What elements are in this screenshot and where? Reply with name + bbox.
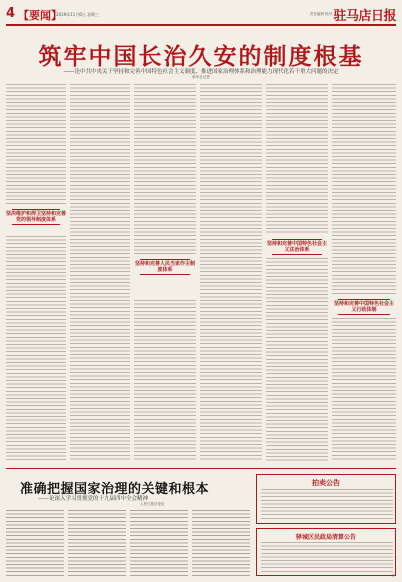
date-line: 2019年11月6日 星期三 [56,12,100,17]
main-column-6-bottom [332,318,396,461]
footer-page-number: 4 [391,573,394,578]
main-column-1-bottom [6,236,66,461]
second-column-3 [130,510,188,576]
subheading-2: 坚持和完善人民当家作主制度体系 [134,261,195,273]
auction-notice-title: 拍卖公告 [312,479,340,487]
subheading-3: 坚持和完善中国特色社会主义法治体系 [266,241,327,253]
main-byline: 新华社记者 [192,75,210,79]
main-column-1-top [6,84,66,204]
main-column-6-top [332,84,396,294]
masthead [6,6,396,26]
subheading-1: 坚决维护和捍卫坚持和完善党的领导制度体系 [6,211,67,223]
main-column-4 [200,84,262,461]
main-subheadline: ——论中共中央关于坚持和完善中国特色社会主义制度、推进国家治理体系和治理能力现代化若干重大问题的决定 [63,69,339,75]
page-number: 4 [6,6,16,21]
clearing-notice-title: 驿城区民政局清算公告 [295,534,356,541]
auction-notice-body [261,489,393,521]
subheading-4: 坚持和完善中国特色社会主义行政体制 [333,301,394,313]
second-byline: 人民日报评论员 [140,502,165,506]
second-subheadline: ——论深入学习贯彻党的十九届四中全会精神 [38,496,149,502]
main-column-5-top [266,84,328,234]
clearing-notice [256,528,396,576]
main-column-3-bottom [134,300,196,461]
section-name: 【要闻】 [18,9,62,22]
main-headline: 筑牢中国长治久安的制度根基 [38,43,364,70]
section-divider [6,468,396,469]
paper-name-logo: 驻马店日报 [333,9,396,24]
second-column-2 [68,510,126,576]
main-column-3-top [134,84,196,254]
main-column-5-bottom [266,258,328,461]
main-column-2 [70,84,130,461]
second-column-4 [192,510,250,576]
second-headline: 准确把握国家治理的关键和根本 [20,482,210,497]
auction-notice [256,474,396,524]
second-column-1 [6,510,64,576]
editors-line: 责任编辑 校对 [309,12,332,16]
clearing-notice-body [261,542,393,573]
